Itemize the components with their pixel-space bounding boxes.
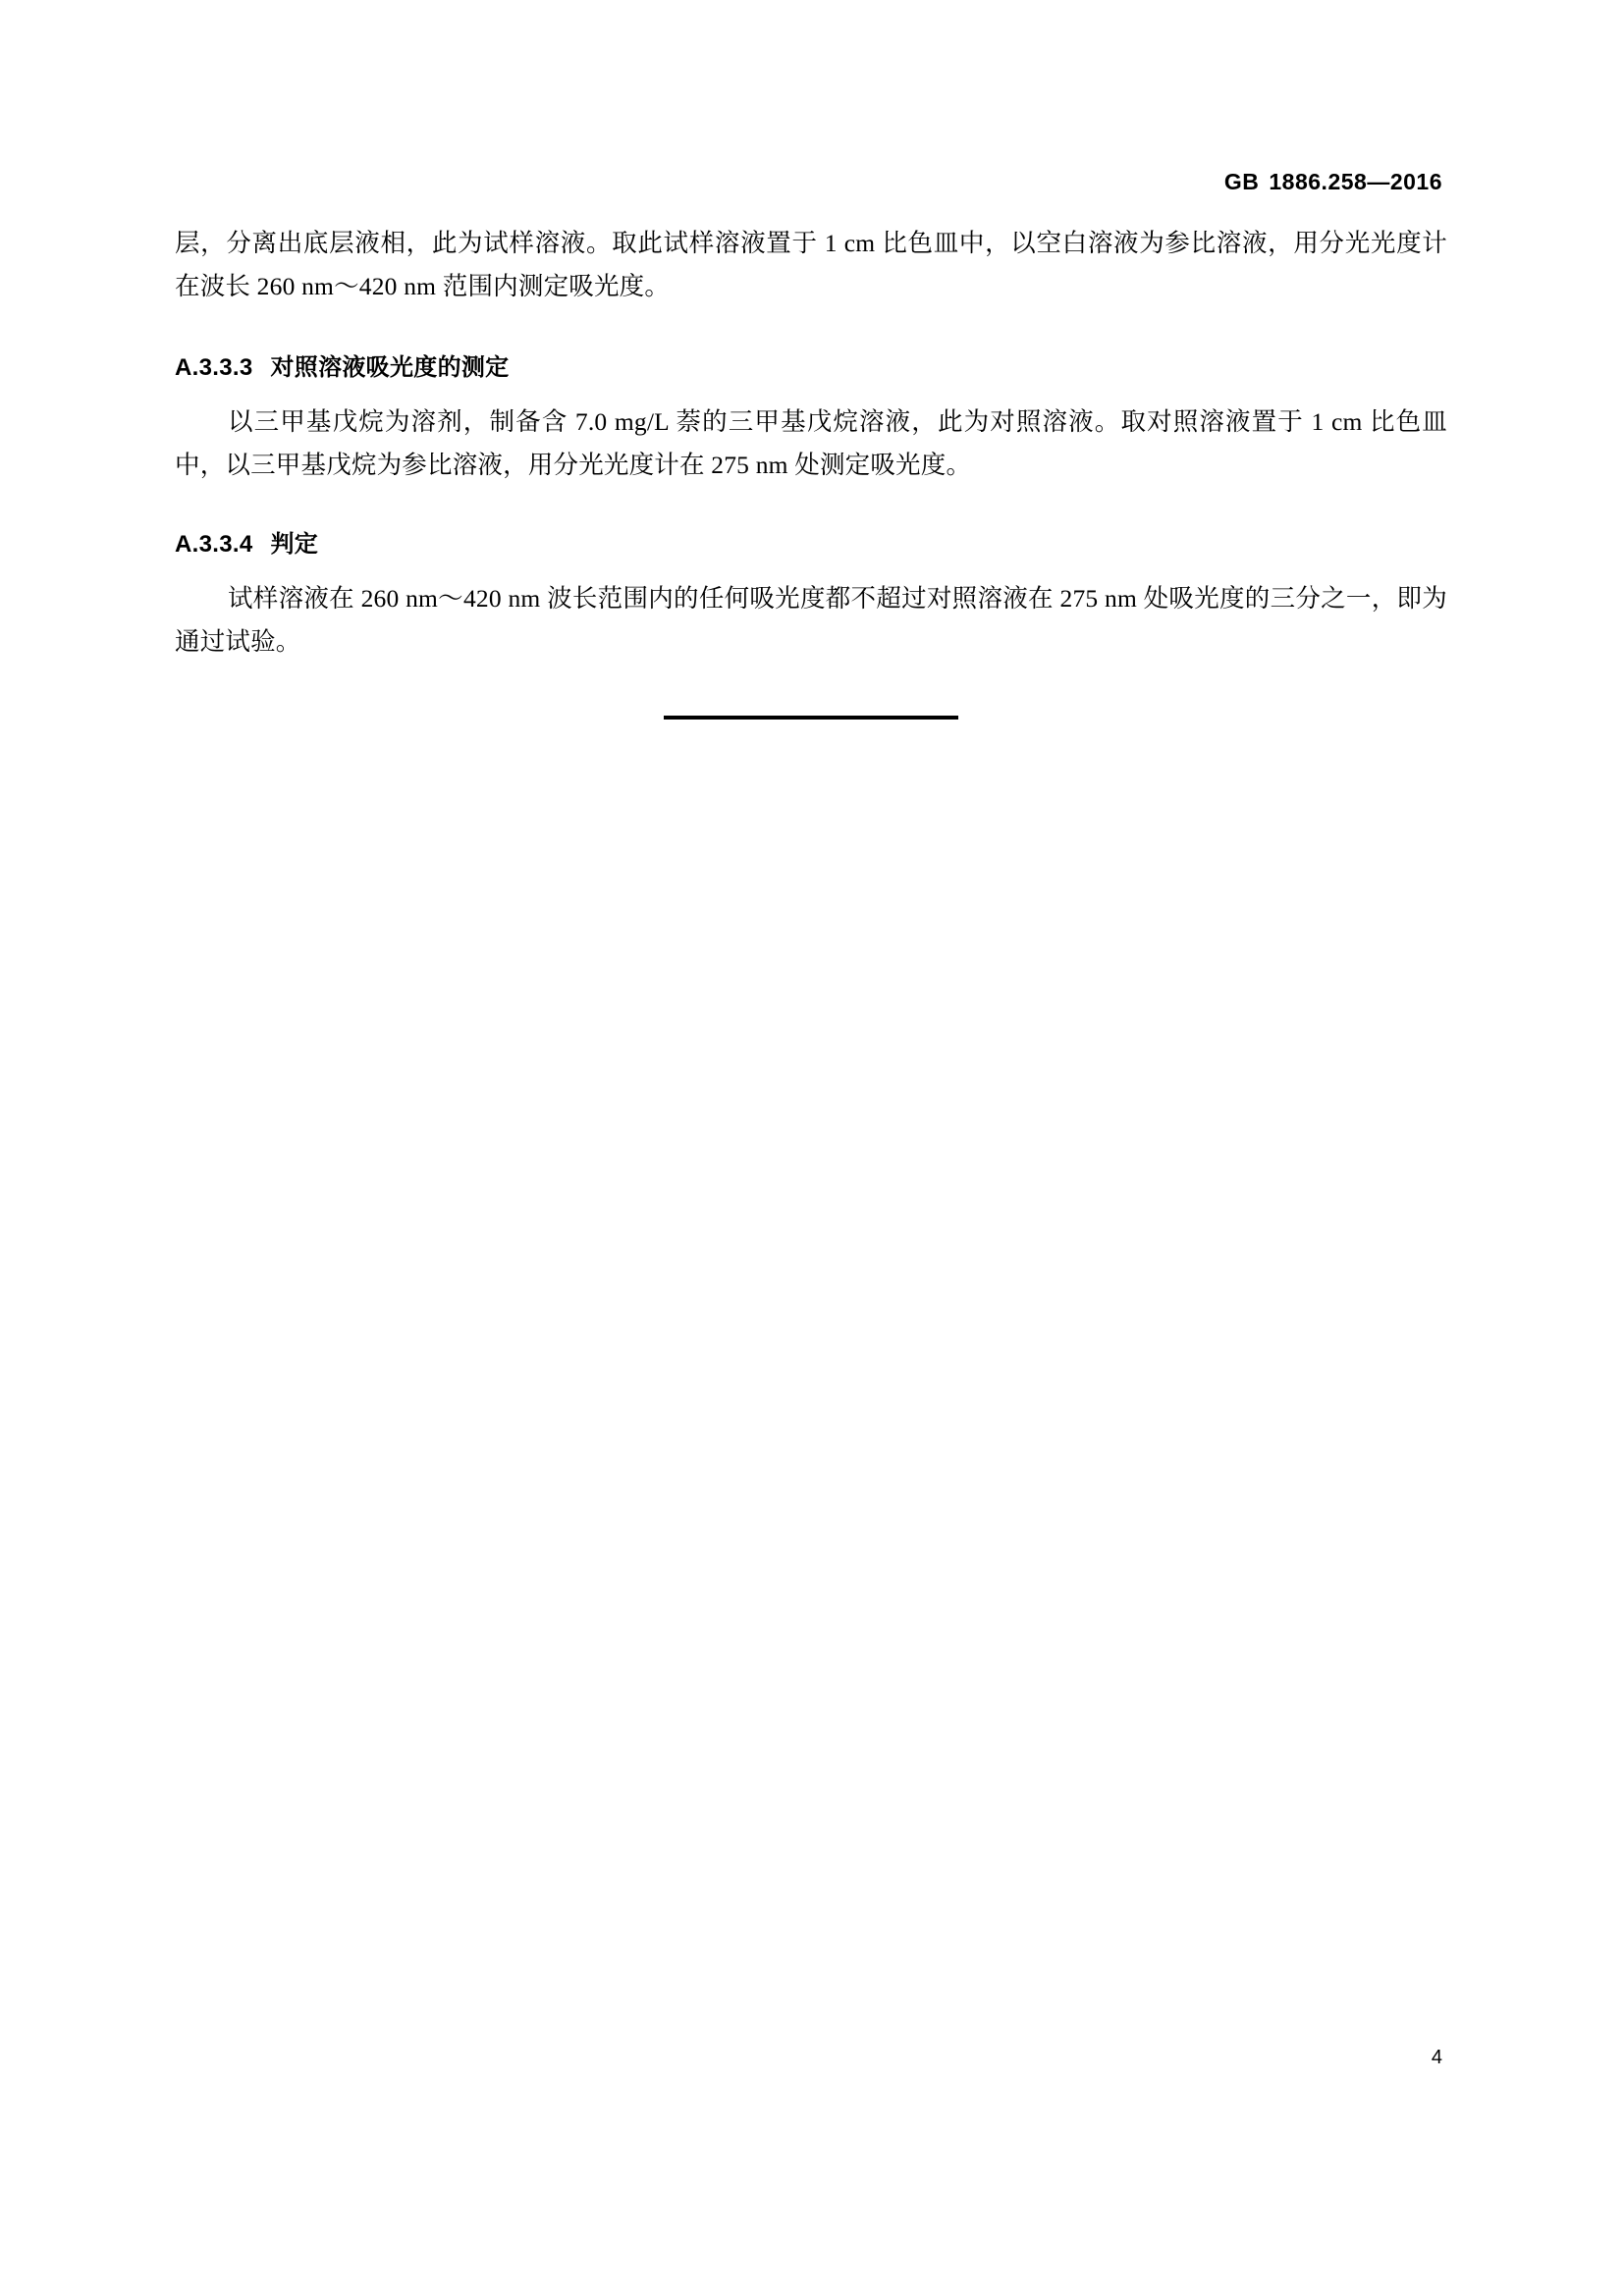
clause-number-a334: A.3.3.4 — [175, 531, 253, 558]
document-body — [175, 222, 1447, 667]
end-of-document-rule — [664, 716, 958, 720]
end-of-document-rule-container — [175, 707, 1447, 724]
clause-number-a333: A.3.3.3 — [175, 354, 253, 381]
page-header — [1224, 169, 1442, 195]
clause-title-a333: 对照溶液吸光度的测定 — [270, 354, 510, 381]
clause-heading-a334 — [175, 526, 1447, 563]
page-number: 4 — [1431, 2047, 1442, 2068]
standard-number: 1886.258—2016 — [1269, 169, 1442, 194]
standard-prefix: GB — [1223, 169, 1260, 194]
clause-heading-a333 — [175, 349, 1447, 387]
clause-text-a334: 试样溶液在 260 nm～420 nm 波长范围内的任何吸光度都不超过对照溶液在 275 nm 处吸光度的三分之一，即为通过试验。 — [175, 584, 1447, 656]
clause-title-a334: 判定 — [270, 531, 319, 558]
paragraph-continued: 层，分离出底层液相，此为试样溶液。取此试样溶液置于 1 cm 比色皿中，以空白溶液为参比溶液，用分光光度计在波长 260 nm～420 nm 范围内测定吸光度。 — [175, 229, 1447, 300]
clause-text-a333: 以三甲基戊烷为溶剂，制备含 7.0 mg/L 萘的三甲基戊烷溶液，此为对照溶液。取对照溶液置于 1 cm 比色皿中，以三甲基戊烷为参比溶液，用分光光度计在 275 nm 处测定吸光度。 — [175, 407, 1447, 479]
